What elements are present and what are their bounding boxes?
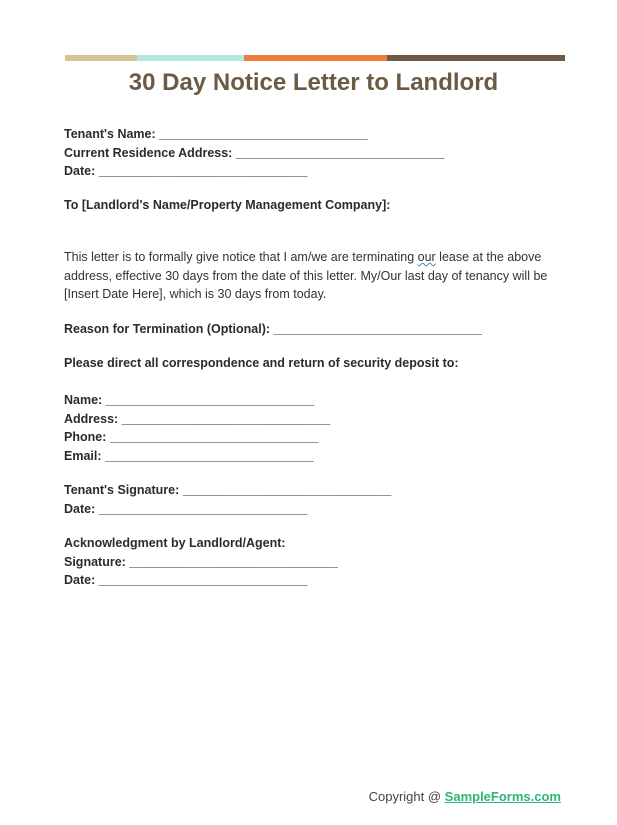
body-text-part-2: lease at the above address, effective 30 days from the date of this letter. My/Our last day of tenancy will be [Insert Date Here], which is 30 days from today. (64, 250, 548, 301)
contact-fields (64, 391, 330, 465)
tenant-name-field[interactable]: Tenant's Name: ______________________________ (64, 127, 368, 141)
landlord-ack-heading: Acknowledgment by Landlord/Agent: (64, 536, 286, 550)
spellcheck-word[interactable]: our (417, 250, 436, 264)
body-paragraph (64, 248, 574, 304)
contact-address-field[interactable]: Address: ______________________________ (64, 411, 331, 426)
contact-phone-field[interactable]: Phone: ______________________________ (64, 430, 319, 444)
correspondence-heading: Please direct all correspondence and return of security deposit to: (64, 356, 459, 370)
current-address-field[interactable]: Current Residence Address: ______________________________ (64, 145, 445, 160)
tenant-signature-date-field[interactable]: Date: ______________________________ (64, 501, 308, 516)
tenant-signature-field[interactable]: Tenant's Signature: ______________________________ (64, 483, 392, 497)
header-date-field[interactable]: Date: ______________________________ (64, 164, 308, 178)
color-bar-segment-aqua (137, 55, 244, 61)
page-title: 30 Day Notice Letter to Landlord (128, 69, 499, 96)
header-fields (64, 125, 444, 181)
copyright-prefix: Copyright @ (368, 789, 445, 804)
recipient-line: To [Landlord's Name/Property Management Company]: (64, 198, 391, 212)
landlord-signature-field[interactable]: Signature: ______________________________ (64, 554, 338, 569)
color-bar-segment-orange (244, 55, 387, 61)
color-bar-segment-brown (387, 55, 565, 61)
body-text-part-1: This letter is to formally give notice that I am/we are terminating (64, 250, 418, 264)
copyright-footer (369, 789, 561, 804)
tenant-signature-block (64, 481, 391, 518)
decorative-color-bar (65, 55, 565, 61)
brand-link[interactable]: SampleForms.com (444, 789, 561, 804)
contact-name-field[interactable]: Name: ______________________________ (64, 393, 315, 407)
contact-email-field[interactable]: Email: ______________________________ (64, 448, 314, 463)
landlord-date-field[interactable]: Date: ______________________________ (64, 573, 308, 587)
color-bar-segment-tan (65, 55, 137, 61)
reason-field[interactable]: Reason for Termination (Optional): ______________________________ (64, 322, 483, 336)
landlord-ack-block (64, 534, 338, 590)
